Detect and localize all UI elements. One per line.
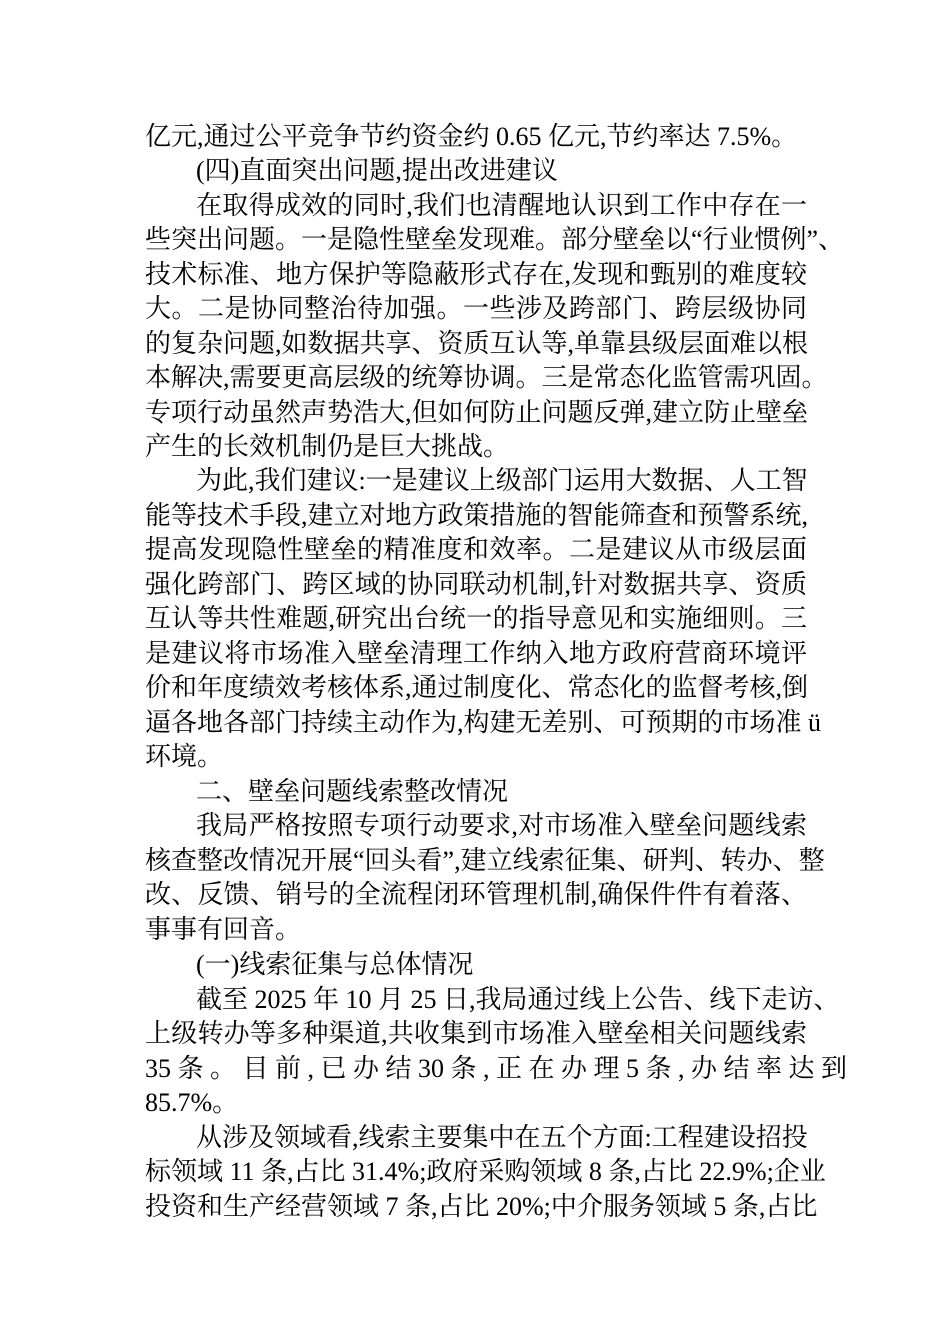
text-line: 从涉及领域看,线索主要集中在五个方面:工程建设招投 xyxy=(196,1123,808,1152)
text-line: 技术标准、地方保护等隐蔽形式存在,发现和甄别的难度较 xyxy=(145,260,807,289)
text-line: 亿元,通过公平竞争节约资金约 0.65 亿元,节约率达 7.5%。 xyxy=(145,122,798,151)
text-line: (四)直面突出问题,提出改进建议 xyxy=(196,156,558,185)
text-line: 些突出问题。一是隐性壁垒发现难。部分壁垒以“行业惯例”、 xyxy=(145,225,845,254)
text-line: 互认等共性难题,研究出台统一的指导意见和实施细则。三 xyxy=(145,604,807,633)
text-line: 为此,我们建议:一是建议上级部门运用大数据、人工智 xyxy=(196,466,808,495)
text-line: 我局严格按照专项行动要求,对市场准入壁垒问题线索 xyxy=(196,811,807,840)
text-line: 二、壁垒问题线索整改情况 xyxy=(196,777,509,806)
text-line: (一)线索征集与总体情况 xyxy=(196,950,474,979)
text-line: 核查整改情况开展“回头看”,建立线索征集、研判、转办、整 xyxy=(145,846,825,875)
text-line: 提高发现隐性壁垒的精准度和效率。二是建议从市级层面 xyxy=(145,535,807,564)
text-line: 强化跨部门、跨区域的协同联动机制,针对数据共享、资质 xyxy=(145,570,807,599)
text-line: 产生的长效机制仍是巨大挑战。 xyxy=(145,432,510,461)
text-line: 标领域 11 条,占比 31.4%;政府采购领域 8 条,占比 22.9%;企业 xyxy=(145,1157,826,1186)
text-line: 事事有回音。 xyxy=(145,915,302,944)
text-line: 上级转办等多种渠道,共收集到市场准入壁垒相关问题线索 xyxy=(145,1019,807,1048)
text-line: 改、反馈、销号的全流程闭环管理机制,确保件件有着落、 xyxy=(145,880,807,909)
text-line: 本解决,需要更高层级的统筹协调。三是常态化监管需巩固。 xyxy=(145,363,828,392)
text-line: 投资和生产经营领域 7 条,占比 20%;中介服务领域 5 条,占比 xyxy=(145,1192,818,1221)
text-line: 能等技术手段,建立对地方政策措施的智能筛查和预警系统, xyxy=(145,501,809,530)
text-line: 35 条 。 目 前 , 已 办 结 30 条 , 正 在 办 理 5 条 , 办 结 率 达 到 xyxy=(145,1054,848,1083)
text-line: 价和年度绩效考核体系,通过制度化、常态化的监督考核,倒 xyxy=(145,673,809,702)
text-line: 专项行动虽然声势浩大,但如何防止问题反弹,建立防止壁垒 xyxy=(145,398,809,427)
text-line: 85.7%。 xyxy=(145,1088,239,1117)
text-line: 截至 2025 年 10 月 25 日,我局通过线上公告、线下走访、 xyxy=(196,985,840,1014)
text-line: 的复杂问题,如数据共享、资质互认等,单靠县级层面难以根 xyxy=(145,329,809,358)
text-line: 逼各地各部门持续主动作为,构建无差别、可预期的市场准 ü xyxy=(145,708,822,737)
text-line: 是建议将市场准入壁垒清理工作纳入地方政府营商环境评 xyxy=(145,639,807,668)
text-line: 大。二是协同整治待加强。一些涉及跨部门、跨层级协同 xyxy=(145,294,807,323)
text-line: 环境。 xyxy=(145,742,224,771)
text-line: 在取得成效的同时,我们也清醒地认识到工作中存在一 xyxy=(196,191,807,220)
